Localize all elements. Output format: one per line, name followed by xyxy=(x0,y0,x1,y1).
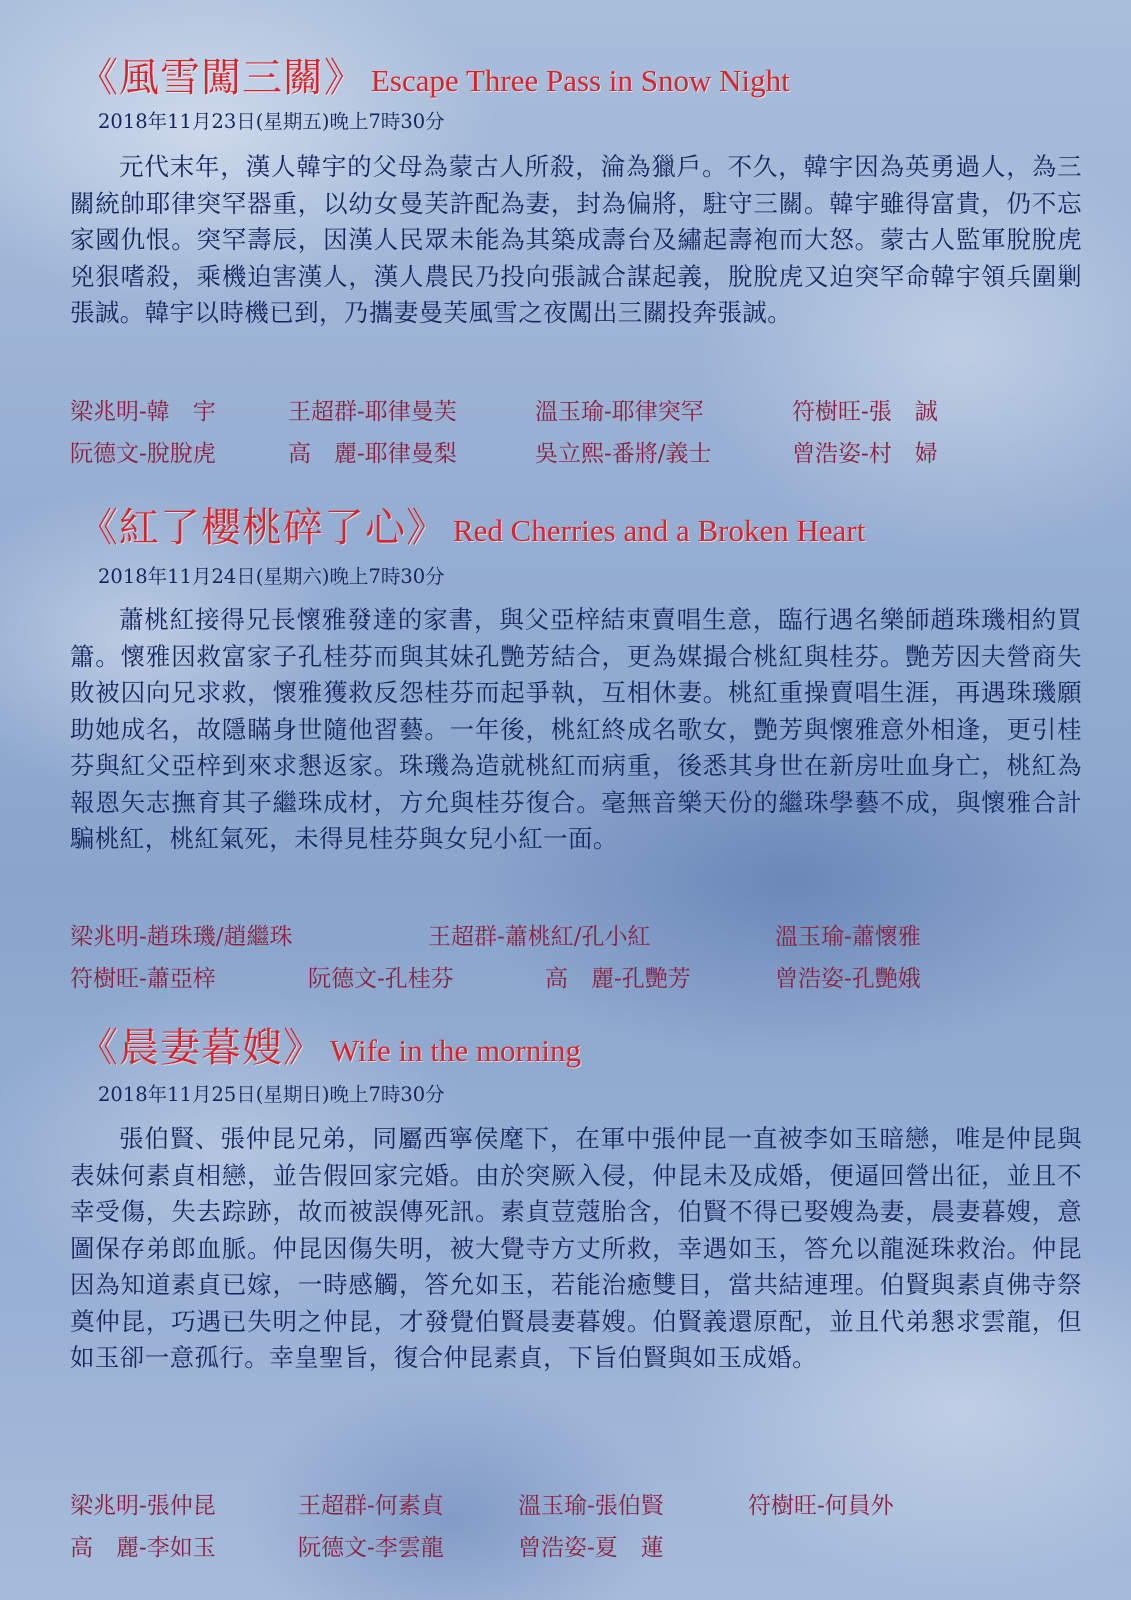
cast-member: 梁兆明-韓 宇 xyxy=(70,399,216,425)
cast-row xyxy=(70,1529,1070,1571)
cast-member: 梁兆明-趙珠璣/趙繼珠 xyxy=(70,924,293,950)
title-chinese: 《晨妻暮嫂》 xyxy=(78,1025,324,1071)
cast-list xyxy=(70,393,1070,477)
show-date: 2018年11月24日(星期六)晚上7時30分 xyxy=(98,565,445,588)
cast-member: 曾浩姿-夏 蓮 xyxy=(518,1535,664,1561)
show-title xyxy=(78,1016,581,1073)
cast-member: 王超群-何素貞 xyxy=(298,1493,444,1519)
cast-member: 阮德文-脫脫虎 xyxy=(70,441,216,467)
cast-row xyxy=(70,435,1070,477)
cast-member: 溫玉瑜-耶律突罕 xyxy=(535,399,704,425)
title-english: Red Cherries and a Broken Heart xyxy=(453,513,866,548)
cast-member: 曾浩姿-孔艷娥 xyxy=(775,966,921,992)
cast-row xyxy=(70,960,1070,1002)
cast-member: 王超群-耶律曼芙 xyxy=(288,399,457,425)
cast-member: 溫玉瑜-蕭懷雅 xyxy=(775,924,921,950)
cast-member: 高 麗-耶律曼梨 xyxy=(288,441,457,467)
cast-member: 符樹旺-張 誠 xyxy=(792,399,938,425)
cast-list xyxy=(70,1487,1070,1571)
cast-member: 高 麗-李如玉 xyxy=(70,1535,216,1561)
synopsis: 蕭桃紅接得兄長懷雅發達的家書，與父亞梓結束賣唱生意，臨行遇名樂師趙珠璣相約買簫。懷雅因救富家子孔桂芬而與其妹孔艷芳結合，更為媒撮合桃紅與桂芬。艷芳因夫營商失敗被囚向兄求救，懷雅獲救反怨桂芬而起爭執，互相休妻。桃紅重操賣唱生涯，再遇珠璣願助她成名，故隱瞞身世隨他習藝。一年後，桃紅終成名歌女，艷芳與懷雅意外相逢，更引桂芬與紅父亞梓到來求懇返家。珠璣為造就桃紅而病重，後悉其身世在新房吐血身亡，桃紅為報恩矢志撫育其子繼珠成材，方允與桂芬復合。毫無音樂天份的繼珠學藝不成，與懷雅合計騙桃紅，桃紅氣死，未得見桂芬與女兒小紅一面。 xyxy=(70,605,1082,853)
title-chinese: 《紅了櫻桃碎了心》 xyxy=(78,505,447,551)
show-date: 2018年11月23日(星期五)晚上7時30分 xyxy=(98,110,445,133)
cast-row xyxy=(70,1487,1070,1529)
show-title xyxy=(78,46,790,103)
title-english: Wife in the morning xyxy=(330,1033,581,1068)
title-chinese: 《風雪闖三關》 xyxy=(78,55,365,101)
cast-member: 吳立熙-番將/義士 xyxy=(535,441,712,467)
title-english: Escape Three Pass in Snow Night xyxy=(371,63,790,98)
cast-member: 符樹旺-蕭亞梓 xyxy=(70,966,216,992)
show-title xyxy=(78,496,865,553)
cast-member: 符樹旺-何員外 xyxy=(748,1493,894,1519)
cast-member: 阮德文-孔桂芬 xyxy=(308,966,454,992)
cast-member: 曾浩姿-村 婦 xyxy=(792,441,938,467)
cast-member: 阮德文-李雲龍 xyxy=(298,1535,444,1561)
cast-member: 梁兆明-張仲昆 xyxy=(70,1493,216,1519)
cast-row xyxy=(70,393,1070,435)
cast-member: 高 麗-孔艷芳 xyxy=(545,966,691,992)
cast-row xyxy=(70,918,1070,960)
synopsis: 張伯賢、張仲昆兄弟，同屬西寧侯麾下，在軍中張仲昆一直被李如玉暗戀，唯是仲昆與表妹何素貞相戀，並告假回家完婚。由於突厥入侵，仲昆未及成婚，便逼回營出征，並且不幸受傷，失去踪跡，故而被誤傳死訊。素貞荳蔻胎含，伯賢不得已娶嫂為妻，晨妻暮嫂，意圖保存弟郎血脈。仲昆因傷失明，被大覺寺方丈所救，幸遇如玉，答允以龍涎珠救治。仲昆因為知道素貞已嫁，一時感觸，答允如玉，若能治癒雙目，當共結連理。伯賢與素貞佛寺祭奠仲昆，巧遇已失明之仲昆，才發覺伯賢晨妻暮嫂。伯賢義還原配，並且代弟懇求雲龍，但如玉卻一意孤行。幸皇聖旨，復合仲昆素貞，下旨伯賢與如玉成婚。 xyxy=(70,1124,1082,1372)
cast-member: 溫玉瑜-張伯賢 xyxy=(518,1493,664,1519)
cast-list xyxy=(70,918,1070,1002)
cast-member: 王超群-蕭桃紅/孔小紅 xyxy=(428,924,651,950)
synopsis: 元代末年，漢人韓宇的父母為蒙古人所殺，淪為獵戶。不久，韓宇因為英勇過人，為三關統帥耶律突罕器重，以幼女曼芙許配為妻，封為偏將，駐守三關。韓宇雖得富貴，仍不忘家國仇恨。突罕壽辰，因漢人民眾未能為其築成壽台及繡起壽袍而大怒。蒙古人監軍脫脫虎兇狠嗜殺，乘機迫害漢人，漢人農民乃投向張誠合謀起義，脫脫虎又迫突罕命韓宇領兵圍剿張誠。韓宇以時機已到，乃攜妻曼芙風雪之夜闖出三關投奔張誠。 xyxy=(70,152,1082,327)
show-date: 2018年11月25日(星期日)晚上7時30分 xyxy=(98,1083,445,1106)
